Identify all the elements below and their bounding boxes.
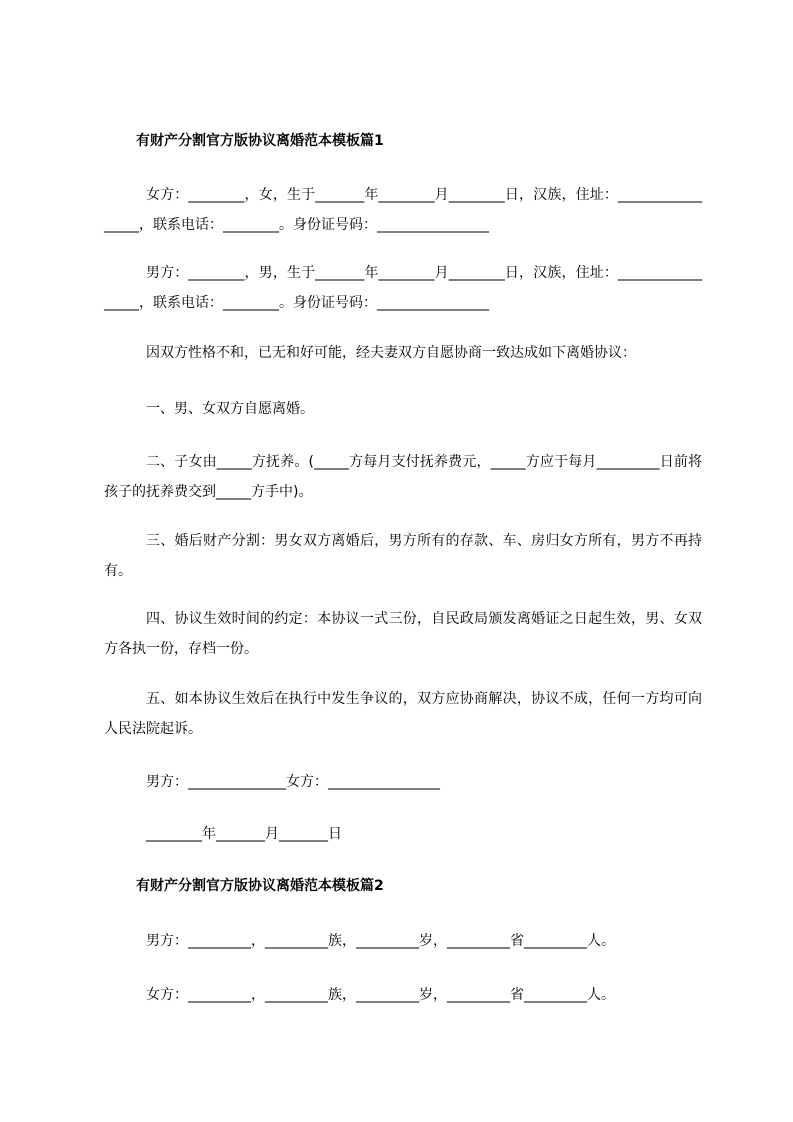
date-line: ________年_______月_______日 bbox=[146, 826, 342, 842]
clause-3-paragraph: 三、婚后财产分割：男女双方离婚后，男方所有的存款、车、房归女方所有，男方不再持有。 bbox=[104, 533, 702, 579]
wife-details-line: 女方：_________，_________族，_________岁，_________省_________人。 bbox=[146, 987, 615, 1003]
section-2-heading: 有财产分割官方版协议离婚范本模板篇2 bbox=[136, 878, 384, 894]
husband-info-paragraph: 男方：________，男，生于_______年________月________日，汉族，住址：_________________，联系电话：________。身份证号码：________________ bbox=[104, 265, 702, 311]
signature-line: 男方：______________女方：________________ bbox=[146, 774, 440, 790]
preamble-paragraph: 因双方性格不和，已无和好可能，经夫妻双方自愿协商一致达成如下离婚协议： bbox=[146, 345, 636, 361]
wife-info-paragraph: 女方：________，女，生于_______年________月________日，汉族，住址：_________________，联系电话：________。身份证号码：________________ bbox=[104, 187, 702, 233]
clause-5-paragraph: 五、如本协议生效后在执行中发生争议的，双方应协商解决，协议不成，任何一方均可向人民法院起诉。 bbox=[104, 691, 702, 737]
clause-2-paragraph: 二、子女由_____方抚养。(_____方每月支付抚养费元，_____方应于每月_________日前将孩子的抚养费交到_____方手中)。 bbox=[104, 454, 702, 500]
clause-1-paragraph: 一、男、女双方自愿离婚。 bbox=[146, 401, 314, 417]
clause-4-paragraph: 四、协议生效时间的约定：本协议一式三份，自民政局颁发离婚证之日起生效，男、女双方各执一份，存档一份。 bbox=[104, 611, 702, 657]
section-1-heading: 有财产分割官方版协议离婚范本模板篇1 bbox=[136, 133, 384, 149]
husband-details-line: 男方：_________，_________族，_________岁，_________省_________人。 bbox=[146, 933, 615, 949]
